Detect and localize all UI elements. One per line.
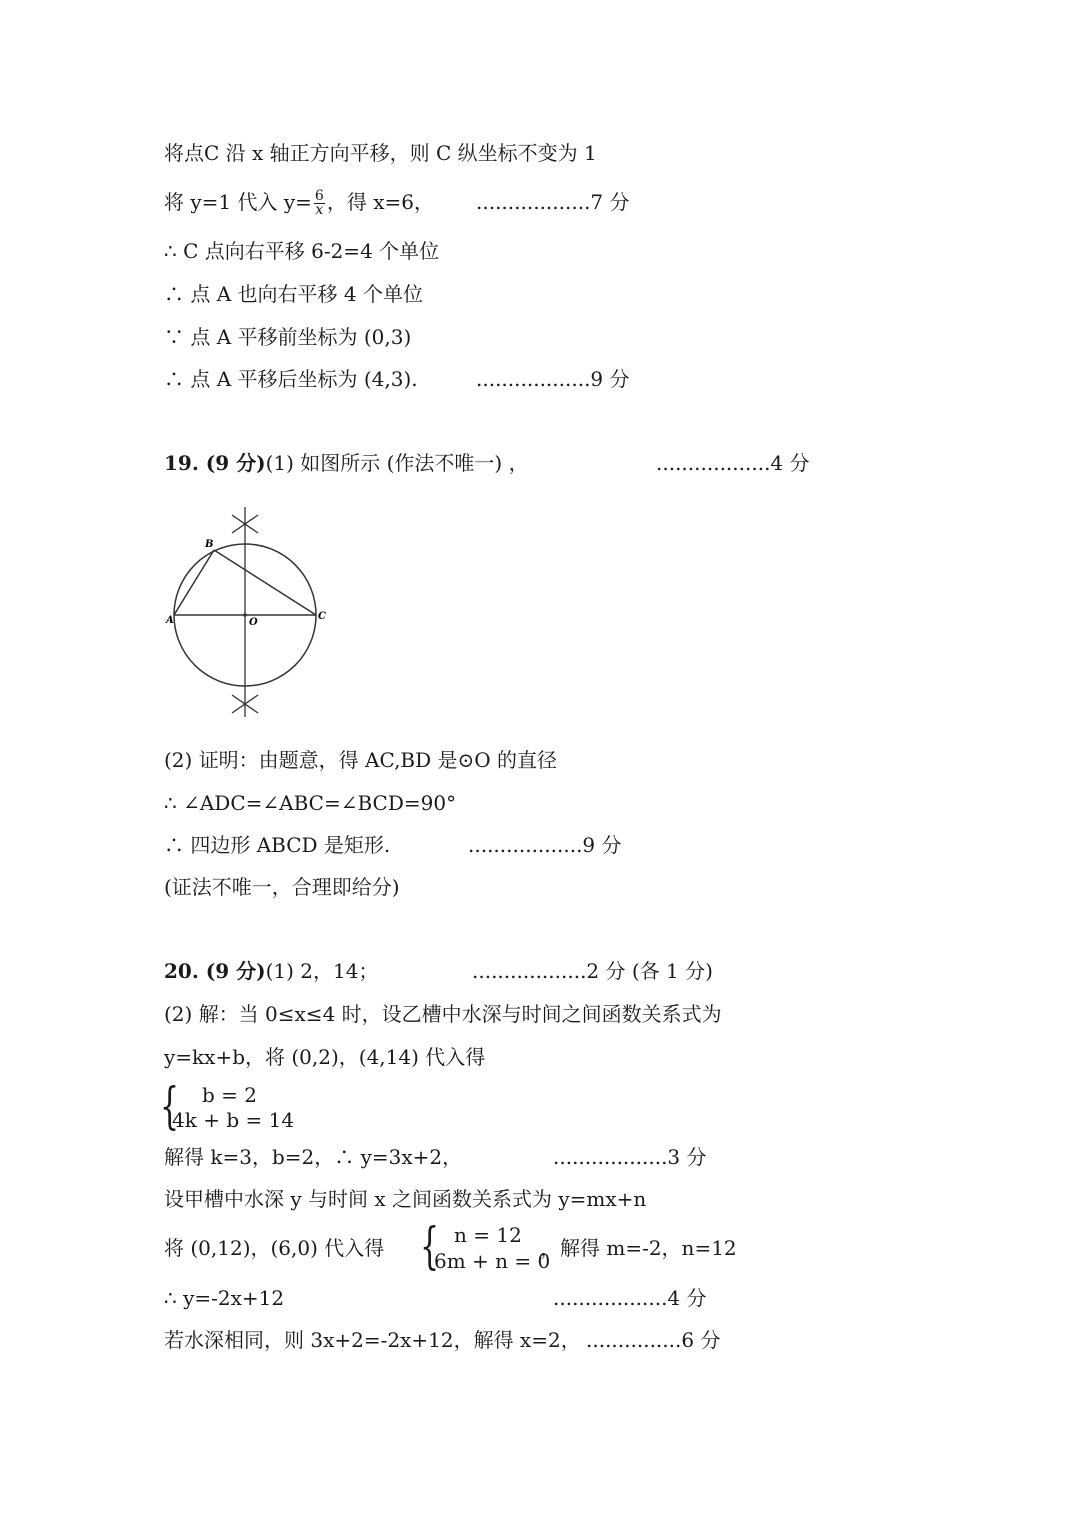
center-point (243, 613, 247, 617)
label-a: A (166, 615, 174, 626)
circle-construction-figure (160, 495, 340, 725)
score-marker: ..................2 分 (各 1 分) (472, 959, 713, 983)
label-b: B (205, 539, 214, 550)
text-line: 将 (0,12)，(6,0) 代入得 (164, 1236, 385, 1260)
question-header (164, 446, 529, 480)
score-marker: ..................9 分 (476, 367, 630, 391)
text-line: ∴ 点 A 平移后坐标为 (4,3). (164, 367, 418, 391)
text-line: 若水深相同，则 3x+2=-2x+12，解得 x=2， (164, 1328, 581, 1352)
text-segment: (1) 2，14； (265, 959, 379, 983)
equation: b = 2 (202, 1083, 257, 1107)
text-line: (2) 证明：由题意，得 AC,BD 是⊙O 的直径 (164, 748, 558, 772)
text-line: (2) 解：当 0≤x≤4 时，设乙槽中水深与时间之间函数关系式为 (164, 1002, 722, 1026)
text-line: 解得 k=3，b=2，∴ y=3x+2， (164, 1145, 463, 1169)
equation: 6m + n = 0 (434, 1249, 551, 1273)
brace-icon: { (160, 1077, 180, 1135)
equation-system (160, 1077, 360, 1136)
score-marker: ..................4 分 (553, 1286, 707, 1310)
score-marker: ..................7 分 (476, 190, 630, 214)
question-number: 20. (9 分) (164, 959, 266, 983)
fraction-numerator: 6 (314, 188, 324, 204)
text-segment: ，得 x=6， (326, 190, 434, 214)
text-segment: (1) 如图所示 (作法不唯一) ， (265, 451, 529, 475)
question-number: 19. (9 分) (164, 451, 266, 475)
text-segment: 将 y=1 代入 y= (164, 190, 312, 214)
segment-bc (214, 550, 316, 615)
text-line: ∴ ∠ADC=∠ABC=∠BCD=90° (164, 791, 457, 815)
text-line: ∵ 点 A 平移前坐标为 (0,3) (164, 325, 412, 349)
segment-ab (174, 550, 214, 615)
text-line (164, 185, 434, 219)
score-marker: ..................3 分 (553, 1145, 707, 1169)
equation: 4k + b = 14 (172, 1108, 295, 1132)
label-o: O (249, 617, 258, 628)
text-line: ，解得 m=-2，n=12 (540, 1236, 737, 1260)
text-line: (证法不唯一，合理即给分) (164, 875, 400, 899)
equation-system (420, 1217, 560, 1276)
brace-icon: { (420, 1217, 440, 1275)
text-line: 将点C 沿 x 轴正方向平移，则 C 纵坐标不变为 1 (164, 141, 597, 165)
score-marker: ..................4 分 (656, 451, 810, 475)
score-marker: ...............6 分 (586, 1328, 721, 1352)
fraction (314, 190, 325, 217)
equation: n = 12 (454, 1223, 522, 1247)
label-c: C (318, 611, 326, 622)
fraction-denominator: x (315, 202, 324, 218)
question-header (164, 954, 378, 988)
text-line: y=kx+b，将 (0,2)，(4,14) 代入得 (164, 1045, 486, 1069)
text-line: ∴ 点 A 也向右平移 4 个单位 (164, 282, 423, 306)
text-line: ∴ 四边形 ABCD 是矩形. (164, 833, 391, 857)
text-line: ∴ C 点向右平移 6-2=4 个单位 (164, 239, 440, 263)
text-line: 设甲槽中水深 y 与时间 x 之间函数关系式为 y=mx+n (164, 1187, 647, 1211)
score-marker: ..................9 分 (468, 833, 622, 857)
text-line: ∴ y=-2x+12 (164, 1286, 285, 1310)
